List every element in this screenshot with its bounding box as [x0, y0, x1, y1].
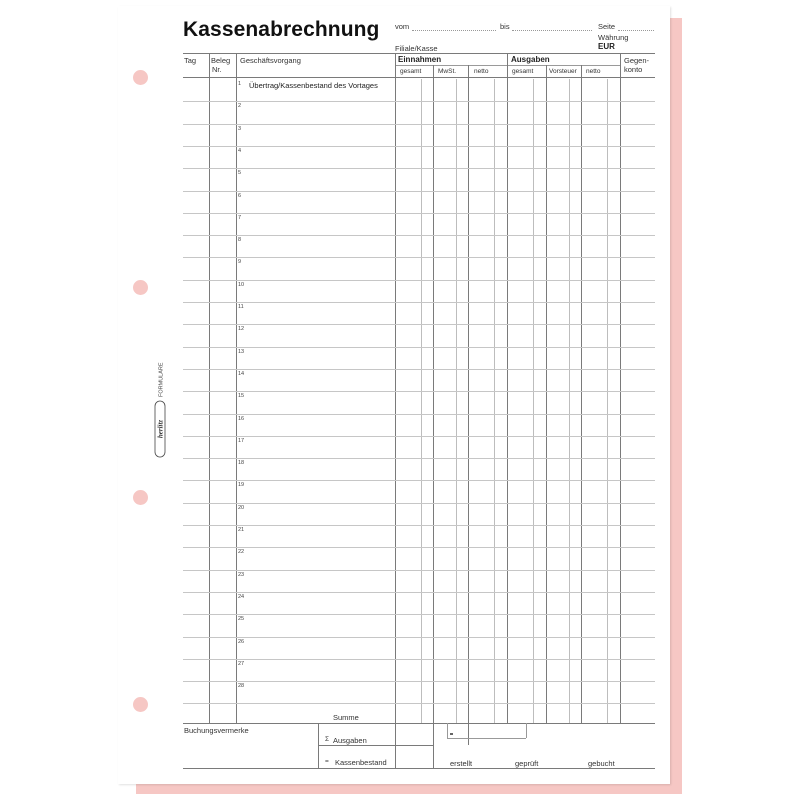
- table-row-line: [183, 592, 655, 593]
- col-nr: Nr.: [212, 65, 222, 74]
- amount-subdivider: [421, 79, 422, 723]
- table-row-line: [183, 146, 655, 147]
- table-row-line: [183, 681, 655, 682]
- row-number: 4: [238, 147, 242, 154]
- table-row-line: [183, 414, 655, 415]
- row-number: 18: [238, 460, 245, 467]
- erstellt-label: erstellt: [450, 759, 473, 768]
- punch-hole: [133, 490, 148, 505]
- summary-divider: [318, 745, 433, 746]
- col-ausgaben: Ausgaben: [511, 55, 550, 64]
- filiale-label: Filiale/Kasse: [395, 44, 438, 53]
- row-number: 5: [238, 170, 242, 177]
- seite-label: Seite: [598, 22, 616, 31]
- table-row-line: [183, 302, 655, 303]
- table-row-line: [183, 525, 655, 526]
- amount-subdivider: [456, 79, 457, 723]
- ausgaben-netto-border: [581, 65, 582, 723]
- amount-subdivider: [569, 79, 570, 723]
- row-number: 26: [238, 638, 245, 645]
- gegenkonto-column-border: [620, 53, 621, 723]
- col-einnahmen-gesamt: gesamt: [400, 68, 422, 75]
- summary-right-border: [433, 723, 434, 768]
- row-number: 1: [238, 81, 242, 87]
- table-row-line: [183, 637, 655, 638]
- table-row-line: [183, 347, 655, 348]
- row-number: 27: [238, 660, 245, 667]
- punch-hole: [133, 70, 148, 85]
- form-title: Kassenabrechnung: [183, 18, 380, 41]
- einnahmen-column-border: [395, 53, 396, 768]
- ausgaben-vorsteuer-border: [546, 65, 547, 723]
- table-row-line: [183, 324, 655, 325]
- table-row-line: [183, 168, 655, 169]
- seite-field[interactable]: [618, 30, 654, 31]
- vom-field[interactable]: [412, 30, 496, 31]
- row-number: 13: [238, 348, 245, 355]
- row-number: 3: [238, 125, 242, 132]
- formulare-label: FORMULARE: [158, 362, 165, 397]
- col-tag: Tag: [184, 56, 197, 65]
- einnahmen-netto-border: [468, 65, 469, 745]
- row-number: 20: [238, 504, 245, 511]
- table-row-line: [183, 570, 655, 571]
- summe-label: Summe: [333, 713, 359, 722]
- row-number: 24: [238, 593, 245, 600]
- table-row-line: [183, 480, 655, 481]
- buchungsvermerke-label: Buchungsvermerke: [184, 726, 249, 735]
- row-number: 17: [238, 437, 245, 444]
- form-bottom-border: [183, 768, 655, 769]
- row-number: 21: [238, 527, 245, 533]
- pointer-mark: [450, 733, 453, 735]
- herlitz-logo: herlitz: [156, 419, 165, 439]
- row-number: 8: [238, 237, 242, 244]
- punch-hole: [133, 697, 148, 712]
- waehrung-label: Währung: [598, 33, 629, 42]
- col-ausgaben-vorsteuer: Vorsteuer: [549, 68, 577, 75]
- table-row-line: [183, 235, 655, 236]
- ausgaben-column-border: [507, 53, 508, 723]
- ausgaben-sum-label: Ausgaben: [333, 736, 367, 745]
- amount-subdivider: [533, 79, 534, 723]
- col-ausgaben-gesamt: gesamt: [512, 68, 534, 75]
- row-number: 19: [238, 482, 245, 489]
- table-row-line: [183, 369, 655, 370]
- row-number: 14: [238, 370, 245, 377]
- sigma-symbol: Σ: [325, 736, 330, 743]
- row-number: 7: [238, 214, 242, 221]
- row-number: 15: [238, 393, 245, 400]
- table-row-line: [183, 257, 655, 258]
- geprueft-label: geprüft: [515, 759, 539, 768]
- table-row-line: [183, 503, 655, 504]
- col-einnahmen-mwst: MwSt.: [438, 68, 457, 75]
- equals-symbol: =: [325, 758, 329, 765]
- col-einnahmen-netto: netto: [474, 68, 489, 75]
- col-konto: konto: [624, 65, 643, 74]
- table-row-line: [183, 191, 655, 192]
- row-number: 22: [238, 549, 245, 556]
- table-row-line: [183, 101, 655, 102]
- table-row-line: [183, 391, 655, 392]
- table-row-line: [183, 124, 655, 125]
- row-number: 10: [238, 281, 245, 288]
- table-top-border: [183, 53, 655, 54]
- row-number: 2: [238, 103, 242, 110]
- row-number: 28: [238, 683, 245, 690]
- waehrung-value: EUR: [598, 42, 615, 51]
- row-number: 6: [238, 192, 242, 199]
- table-row-line: [183, 280, 655, 281]
- table-bottom-border: [183, 723, 655, 724]
- bis-label: bis: [500, 22, 510, 31]
- bis-field[interactable]: [512, 30, 592, 31]
- row-number: 9: [238, 259, 242, 266]
- col-gegen: Gegen-: [624, 56, 650, 65]
- table-row-line: [183, 436, 655, 437]
- table-row-line: [183, 547, 655, 548]
- kassenbestand-label: Kassenbestand: [335, 758, 387, 767]
- row-number: 12: [238, 326, 245, 333]
- row-number: 11: [238, 304, 244, 310]
- col-beleg: Beleg: [211, 56, 231, 65]
- header-bottom-border: [183, 77, 655, 78]
- vorgang-column-border: [236, 53, 237, 723]
- table-row-line: [183, 614, 655, 615]
- col-vorgang: Geschäftsvorgang: [240, 56, 301, 65]
- signature-box-right: [526, 723, 527, 738]
- vom-label: vom: [395, 22, 410, 31]
- row-number: 16: [238, 415, 245, 422]
- herlitz-brand-strip: [150, 345, 180, 465]
- table-row-line: [183, 458, 655, 459]
- col-ausgaben-netto: netto: [586, 68, 601, 75]
- col-einnahmen: Einnahmen: [398, 55, 442, 64]
- signature-box-left: [447, 723, 448, 738]
- einnahmen-mwst-border: [433, 65, 434, 745]
- row-number: 23: [238, 571, 245, 578]
- gebucht-label: gebucht: [588, 759, 615, 768]
- amount-subdivider: [494, 79, 495, 723]
- beleg-column-border: [209, 53, 210, 723]
- row-number: 25: [238, 616, 245, 623]
- signature-box-bottom: [447, 738, 526, 739]
- table-row-line: [183, 703, 655, 704]
- table-row-line: [183, 659, 655, 660]
- punch-hole: [133, 280, 148, 295]
- first-row-text: Übertrag/Kassenbestand des Vortages: [249, 81, 378, 90]
- table-row-line: [183, 213, 655, 214]
- amount-subdivider: [607, 79, 608, 723]
